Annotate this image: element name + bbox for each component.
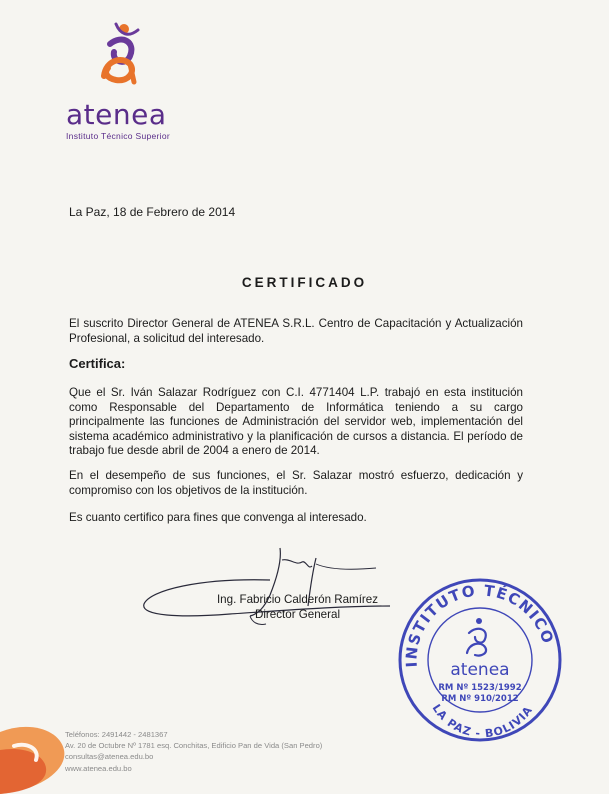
stamp-rm-2: RM Nº 910/2012 — [441, 694, 519, 704]
footer-swoosh-decoration — [0, 720, 70, 794]
atenea-figure-icon — [90, 20, 150, 90]
stamp-rm-1: RM Nº 1523/1992 — [438, 683, 522, 693]
institution-stamp — [395, 575, 565, 745]
signer-title: Director General — [254, 608, 341, 621]
signer-name: Ing. Fabricio Calderón Ramírez — [216, 593, 379, 606]
body-paragraph-3: Es cuanto certifico para fines que convenga al interesado. — [69, 511, 367, 524]
signer-block — [200, 592, 395, 622]
footer-phones: Teléfonos: 2491442 - 2481367 — [65, 730, 168, 739]
certifica-heading: Certifica: — [69, 356, 126, 371]
footer-website: www.atenea.edu.bo — [65, 763, 132, 773]
svg-text:LA PAZ - BOLIVIA — [430, 702, 536, 740]
footer-email: consultas@atenea.edu.bo — [65, 752, 154, 762]
footer-address: Av. 20 de Octubre Nº 1781 esq. Conchitas, Edificio Pan de Vida (San Pedro) — [65, 741, 323, 751]
intro-paragraph: El suscrito Director General de ATENEA S.R.L. Centro de Capacitación y Actualización Profesional, a solicitud del interesado. — [69, 317, 523, 345]
stamp-brand: atenea — [450, 660, 510, 680]
footer-contact — [65, 729, 322, 774]
body-paragraph-1: Que el Sr. Iván Salazar Rodríguez con C.I. 4771404 L.P. trabajó en esta institución como Responsable del Departamento de Informática teniendo a su cargo principalmente las funciones de Administración del servidor web, implementación del sistema académico administrativo y la planificación de cursos a distancia. El período de trabajo fue desde abril de 2004 a enero de 2014. — [69, 386, 523, 458]
logo-tagline: Instituto Técnico Superior — [66, 131, 171, 141]
stamp-top-text: INSTITUTO TÉCNICO — [402, 581, 558, 668]
stamp-figure-icon — [467, 618, 486, 656]
logo-wordmark: atenea — [66, 98, 167, 131]
stamp-bottom-text: LA PAZ - BOLIVIA — [429, 701, 536, 741]
document-title: CERTIFICADO — [241, 275, 368, 290]
document-date: La Paz, 18 de Febrero de 2014 — [69, 205, 236, 219]
body-paragraph-2: En el desempeño de sus funciones, el Sr. Salazar mostró esfuerzo, dedicación y compromiso con los objetivos de la institución. — [69, 469, 523, 497]
